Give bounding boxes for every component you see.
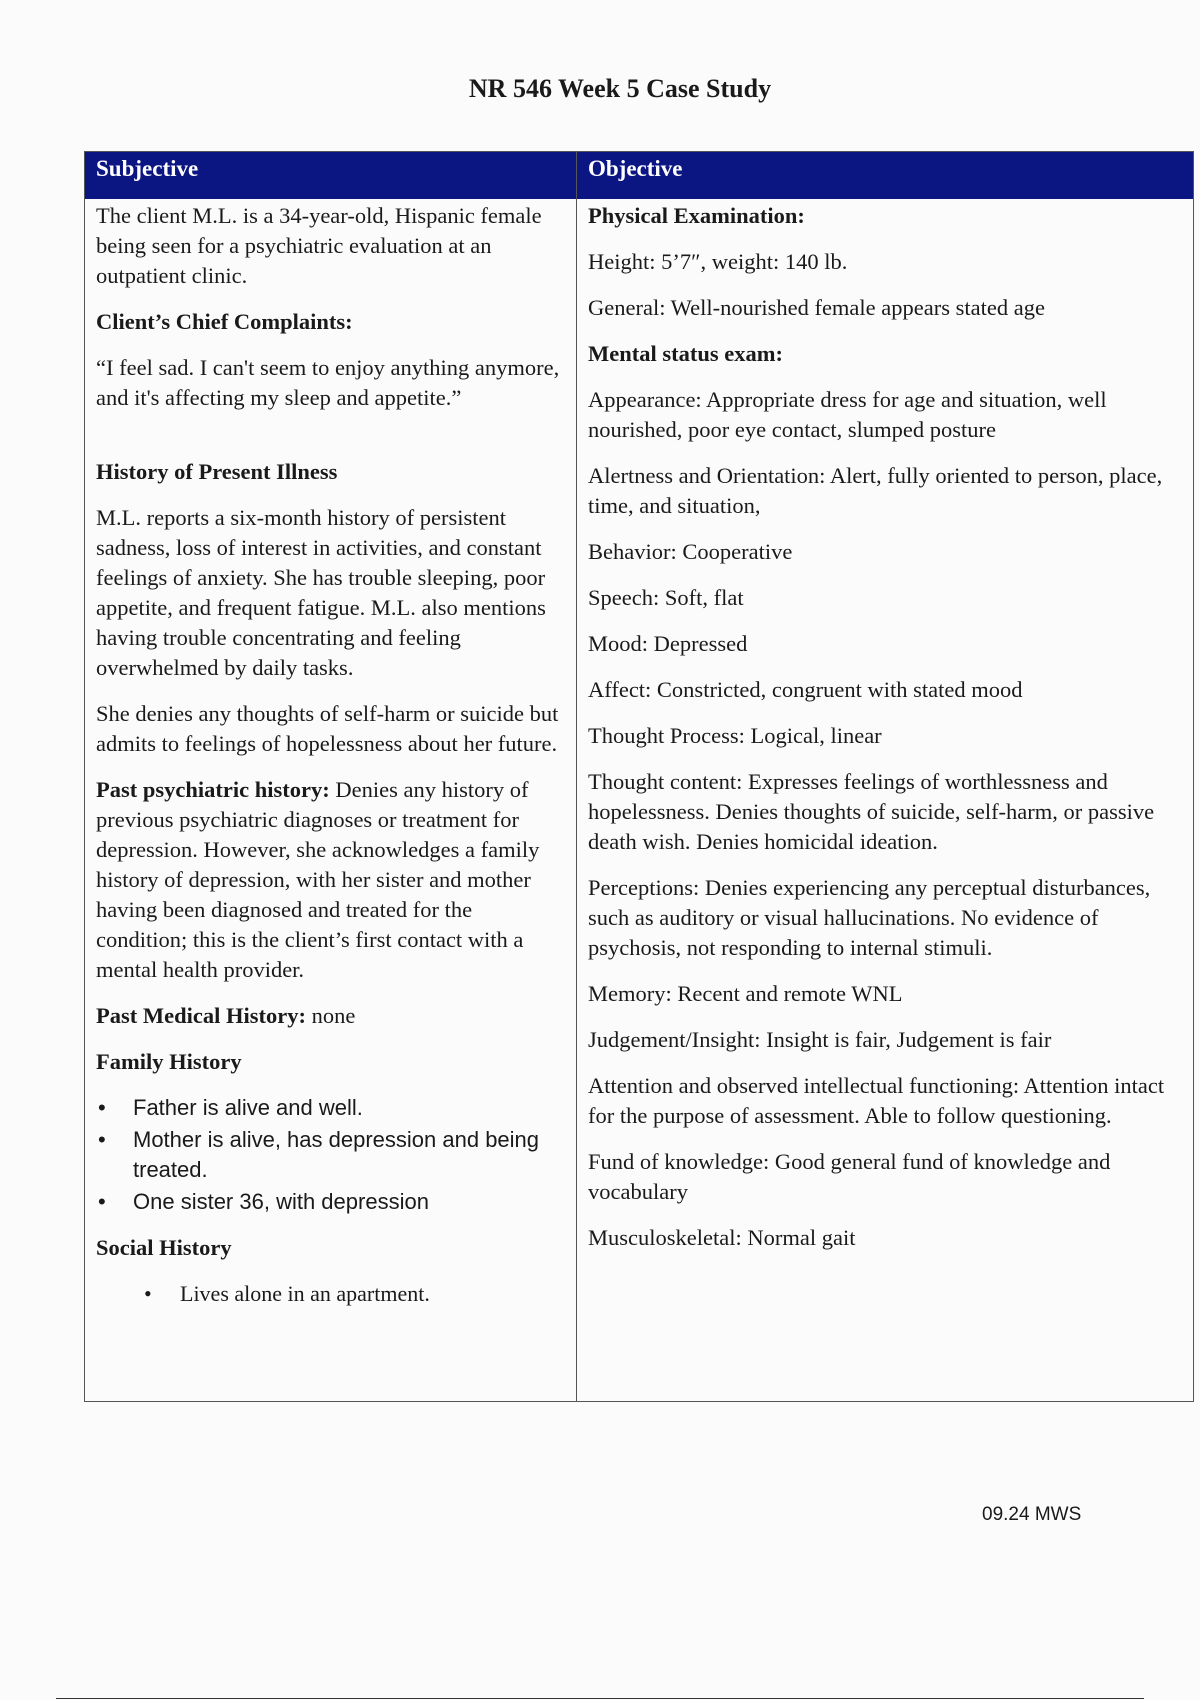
social-history-list bbox=[96, 1279, 566, 1309]
past-medical-label: Past Medical History: bbox=[96, 1003, 306, 1028]
mse-heading: Mental status exam: bbox=[588, 341, 783, 366]
hpi-text-2: She denies any thoughts of self-harm or suicide but admits to feelings of hopelessness about her future. bbox=[96, 701, 559, 756]
mse-attention: Attention and observed intellectual functioning: Attention intact for the purpose of assessment. Able to follow questioning. bbox=[588, 1073, 1165, 1128]
mse-mood: Mood: Depressed bbox=[588, 631, 748, 656]
hpi-heading: History of Present Illness bbox=[96, 459, 338, 484]
mse-affect: Affect: Constricted, congruent with stated mood bbox=[588, 677, 1023, 702]
past-medical-history bbox=[96, 1001, 566, 1031]
mse-musculoskeletal: Musculoskeletal: Normal gait bbox=[588, 1225, 856, 1250]
list-item: • One sister 36, with depression bbox=[133, 1187, 566, 1217]
subjective-column bbox=[85, 152, 577, 1401]
mse-alertness: Alertness and Orientation: Alert, fully oriented to person, place, time, and situation, bbox=[588, 463, 1163, 518]
objective-body bbox=[577, 199, 1193, 1269]
mse-thought-process: Thought Process: Logical, linear bbox=[588, 723, 882, 748]
list-item: • Father is alive and well. bbox=[133, 1093, 566, 1123]
general-appearance: General: Well-nourished female appears stated age bbox=[588, 295, 1045, 320]
mse-fund-of-knowledge: Fund of knowledge: Good general fund of knowledge and vocabulary bbox=[588, 1149, 1111, 1204]
mse-judgement: Judgement/Insight: Insight is fair, Judgement is fair bbox=[588, 1027, 1052, 1052]
past-psychiatric-history bbox=[96, 775, 566, 985]
list-item: • Lives alone in an apartment. bbox=[180, 1279, 566, 1309]
footer-code: 09.24 MWS bbox=[982, 1504, 1082, 1525]
objective-column bbox=[577, 152, 1193, 1401]
physical-exam-heading: Physical Examination: bbox=[588, 203, 805, 228]
chief-complaints-heading: Client’s Chief Complaints: bbox=[96, 309, 353, 334]
mse-speech: Speech: Soft, flat bbox=[588, 585, 744, 610]
mse-behavior: Behavior: Cooperative bbox=[588, 539, 793, 564]
mse-thought-content: Thought content: Expresses feelings of worthlessness and hopelessness. Denies thoughts of suicide, self-harm, or passive death wish. Denies homicidal ideation. bbox=[588, 769, 1155, 854]
list-item: • Mother is alive, has depression and being treated. bbox=[133, 1125, 566, 1185]
family-history-list bbox=[96, 1093, 566, 1217]
bottom-divider bbox=[56, 1698, 1144, 1699]
hpi-text-1: M.L. reports a six-month history of persistent sadness, loss of interest in activities, and constant feelings of anxiety. She has trouble sleeping, poor appetite, and frequent fatigue. M.L. also mentions having trouble concentrating and feeling overwhelmed by daily tasks. bbox=[96, 505, 546, 680]
social-history-heading: Social History bbox=[96, 1235, 232, 1260]
objective-header: Objective bbox=[577, 152, 1193, 199]
mse-appearance: Appearance: Appropriate dress for age and situation, well nourished, poor eye contact, slumped posture bbox=[588, 387, 1107, 442]
past-psychiatric-text: Denies any history of previous psychiatric diagnoses or treatment for depression. However, she acknowledges a family history of depression, with her sister and mother having been diagnosed and treated for the condition; this is the client’s first contact with a mental health provider. bbox=[96, 777, 540, 982]
past-medical-text: none bbox=[305, 1003, 356, 1028]
past-psychiatric-label: Past psychiatric history: bbox=[96, 777, 330, 802]
family-history-heading: Family History bbox=[96, 1049, 242, 1074]
page-title: NR 546 Week 5 Case Study bbox=[468, 74, 772, 103]
client-intro: The client M.L. is a 34-year-old, Hispanic female being seen for a psychiatric evaluation at an outpatient clinic. bbox=[96, 203, 542, 288]
subjective-header: Subjective bbox=[85, 152, 576, 199]
mse-perceptions: Perceptions: Denies experiencing any perceptual disturbances, such as auditory or visual hallucinations. No evidence of psychosis, not responding to internal stimuli. bbox=[588, 875, 1151, 960]
height-weight: Height: 5’7″, weight: 140 lb. bbox=[588, 249, 848, 274]
chief-complaints-quote: “I feel sad. I can't seem to enjoy anything anymore, and it's affecting my sleep and appetite.” bbox=[96, 355, 560, 410]
mse-memory: Memory: Recent and remote WNL bbox=[588, 981, 903, 1006]
subjective-body bbox=[85, 199, 576, 1325]
case-study-table bbox=[84, 151, 1194, 1402]
